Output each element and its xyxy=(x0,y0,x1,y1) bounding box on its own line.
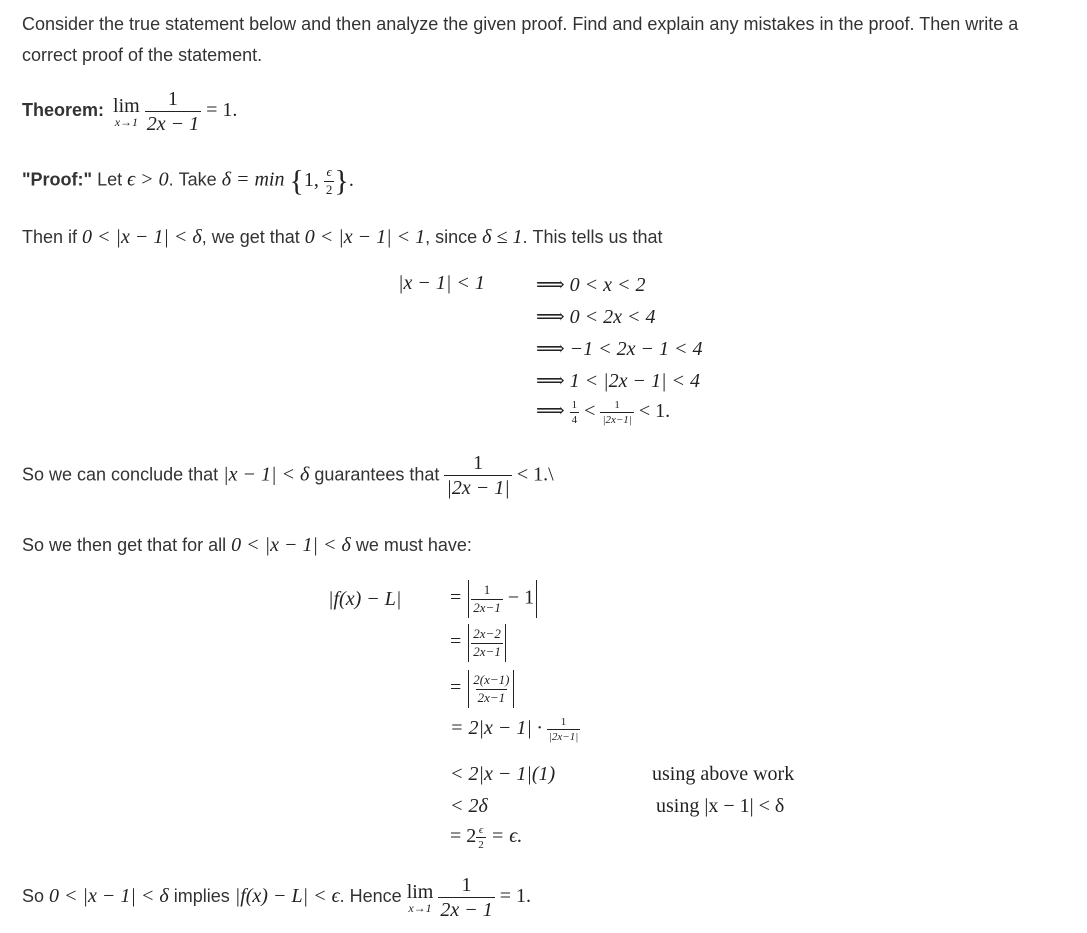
fraction-denominator: 2x−1 xyxy=(473,643,501,659)
final-fraction xyxy=(438,874,494,921)
implies-arrow: ⟹ xyxy=(536,338,565,360)
step-tail: < 1. xyxy=(638,400,671,422)
min-set xyxy=(289,164,354,197)
fraction-denominator: |2x−1| xyxy=(602,413,632,426)
epsilon-condition: ϵ > 0 xyxy=(127,168,169,191)
min-one: 1, xyxy=(303,168,319,191)
step-expr: −1 < 2x − 1 < 4 xyxy=(569,338,703,360)
row6-note: using |x − 1| < δ xyxy=(656,795,785,817)
fraction-numerator: 1 xyxy=(167,88,178,110)
text: So we can conclude that xyxy=(22,464,224,485)
implies-arrow: ⟹ xyxy=(536,306,565,328)
eps-over-2 xyxy=(324,165,335,197)
align-row-4 xyxy=(450,716,580,743)
equals: = xyxy=(450,676,462,699)
fraction-numerator: 1 xyxy=(461,874,472,896)
math: 0 < |x − 1| < 1 xyxy=(304,226,426,248)
theorem-statement xyxy=(22,88,237,135)
proof-start xyxy=(22,164,354,198)
fraction-numerator: 1 xyxy=(571,398,578,411)
equals: = xyxy=(450,586,462,609)
theorem-fraction xyxy=(145,88,201,135)
implies-arrow: ⟹ xyxy=(536,274,565,296)
fraction-numerator: 2(x−1) xyxy=(473,672,510,688)
chain-step-4 xyxy=(536,368,700,393)
abs-bar-right xyxy=(505,624,506,662)
chain-step-3 xyxy=(536,336,703,361)
fraction-numerator: 2x−2 xyxy=(473,626,501,642)
chain-step-1 xyxy=(536,272,646,297)
fraction-denominator: |2x − 1| xyxy=(446,477,510,499)
step-expr: 0 < x < 2 xyxy=(569,274,646,296)
fraction-numerator: 1 xyxy=(483,582,491,598)
eps-half xyxy=(476,824,486,851)
fraction-numerator: ϵ xyxy=(326,164,332,180)
then-line xyxy=(22,226,663,249)
final-limit xyxy=(407,882,434,914)
take-text: . Take xyxy=(168,169,222,190)
fraction-numerator: 1 xyxy=(614,398,620,411)
math: δ ≤ 1 xyxy=(482,226,523,248)
brace-open: { xyxy=(289,164,304,197)
math: 0 < |x − 1| < δ xyxy=(49,885,169,908)
lim-operator: lim xyxy=(406,880,434,903)
row-tail: = ϵ. xyxy=(490,825,523,848)
abs-bar-left xyxy=(468,580,469,618)
align-row-3 xyxy=(450,670,516,708)
conclude-tail: < 1.\ xyxy=(516,463,554,486)
conclude-fraction xyxy=(444,452,511,499)
brace-close: } xyxy=(334,164,349,197)
conclude-line xyxy=(22,452,554,499)
math: |x − 1| < δ xyxy=(223,463,310,486)
row2-fraction xyxy=(471,627,503,659)
row-tail: − 1 xyxy=(507,586,535,609)
math: |f(x) − L| < ϵ xyxy=(234,885,340,908)
step-expr: 1 < |2x − 1| < 4 xyxy=(569,370,701,392)
align-row-1 xyxy=(450,580,539,618)
fraction-numerator: ϵ xyxy=(478,824,484,836)
row4-fraction xyxy=(547,716,580,743)
proof-label: "Proof:" xyxy=(22,169,93,190)
row5-note: using above work xyxy=(652,763,795,785)
text: . Hence xyxy=(339,886,407,907)
fraction-denominator: |2x−1| xyxy=(548,731,579,744)
row-expr: = 2|x − 1| · xyxy=(450,717,542,740)
text: we must have: xyxy=(350,535,472,555)
chain-step-5 xyxy=(536,398,670,426)
fraction-numerator: 1 xyxy=(560,716,567,728)
lim-operator: lim xyxy=(113,94,140,117)
intro-line-1: Consider the true statement below and then analyze the given proof. Find and explain any mistakes in the proof. Then write a xyxy=(22,14,1019,34)
row1-fraction xyxy=(471,583,503,615)
then-get-line xyxy=(22,534,472,557)
text: . This tells us that xyxy=(522,227,663,247)
align-row-7 xyxy=(450,824,522,851)
intro-line-2: correct proof of the statement. xyxy=(22,45,263,65)
align-row-5: < 2|x − 1|(1) xyxy=(450,763,556,785)
row-expr: = 2 xyxy=(450,825,477,848)
text: So xyxy=(22,886,50,907)
text: So we then get that for all xyxy=(22,535,232,555)
less-than: < xyxy=(584,400,596,422)
text: Then if xyxy=(22,227,83,247)
fraction-denominator: 2 xyxy=(325,181,333,197)
abs-bar-left xyxy=(468,670,469,708)
abs-bar-right xyxy=(536,580,537,618)
theorem-label: Theorem: xyxy=(22,100,105,121)
final-rhs: = 1. xyxy=(499,885,532,908)
implies-arrow: ⟹ xyxy=(536,370,565,392)
math: 0 < |x − 1| < δ xyxy=(82,226,202,248)
implies-arrow: ⟹ xyxy=(536,400,565,422)
fraction-denominator: 2 xyxy=(478,839,484,852)
fraction-denominator: 4 xyxy=(571,413,578,426)
fraction-denominator: 2x − 1 xyxy=(146,113,200,135)
final-line xyxy=(22,874,531,921)
align-row-6: < 2δ xyxy=(450,795,488,817)
recip-fraction xyxy=(600,399,633,426)
delta-definition: δ = min xyxy=(221,168,285,191)
text: guarantees that xyxy=(309,464,445,485)
theorem-limit xyxy=(113,96,140,128)
lim-subscript: x→1 xyxy=(408,900,432,915)
fraction-denominator: 2x−1 xyxy=(477,689,506,705)
one-quarter xyxy=(570,399,580,426)
lim-subscript: x→1 xyxy=(114,114,139,129)
fraction-denominator: 2x−1 xyxy=(473,599,501,615)
abs-bar-right xyxy=(513,670,514,708)
fraction-denominator: 2x − 1 xyxy=(440,899,493,921)
step-expr: 0 < 2x < 4 xyxy=(569,306,656,328)
chain-lhs: |x − 1| < 1 xyxy=(398,272,485,294)
fraction-numerator: 1 xyxy=(473,452,484,474)
text: , since xyxy=(425,227,483,247)
equals: = xyxy=(450,630,462,653)
theorem-rhs: = 1. xyxy=(206,99,238,122)
period: . xyxy=(348,168,354,191)
math: 0 < |x − 1| < δ xyxy=(231,534,351,556)
chain-step-2 xyxy=(536,304,656,329)
row3-fraction xyxy=(471,673,511,705)
let-text: Let xyxy=(92,169,128,190)
align-lhs: |f(x) − L| xyxy=(328,588,402,610)
text: implies xyxy=(168,886,235,907)
abs-bar-left xyxy=(468,624,469,662)
align-row-2 xyxy=(450,624,508,662)
text: , we get that xyxy=(201,227,305,247)
